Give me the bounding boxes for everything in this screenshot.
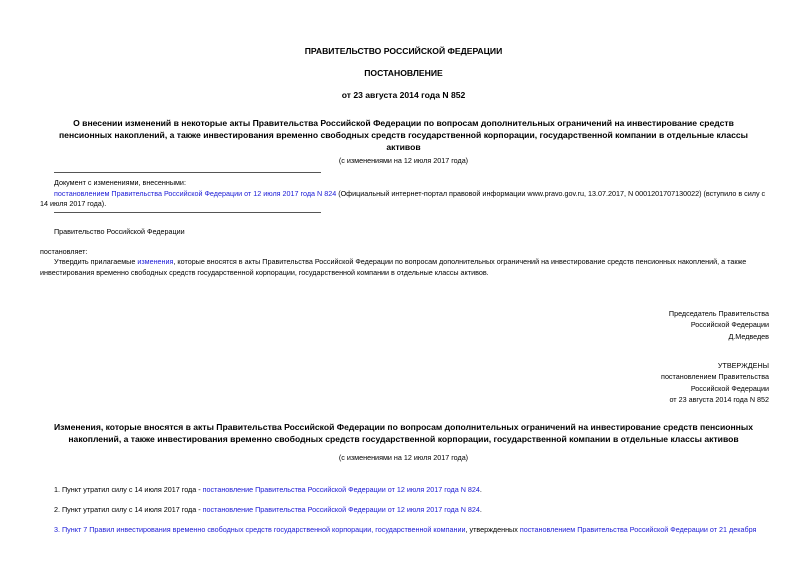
item-middle: , утвержденных [465,525,520,534]
approved-heading: УТВЕРЖДЕНЫ [717,361,769,370]
divider-bottom [54,212,321,213]
amendment-link[interactable]: постановлением Правительства Российской Федерации от 12 июля 2017 года N 824 [54,188,337,198]
item-link[interactable]: постановление Правительства Российской Федерации от 12 июля 2017 года N 824 [202,485,480,494]
changes-title-line: накоплений, а также инвестирования временно свободных средств государственной корпорации, государственной компании в отдельные классы активов [68,434,739,444]
item-text: 2. Пункт утратил силу с 14 июля 2017 года - [54,505,203,514]
amended-note: (с изменениями на 12 июля 2017 года) [338,156,469,165]
title-line: активов [386,142,421,152]
doc-type-heading: ПОСТАНОВЛЕНИЕ [364,68,443,78]
approve-line-2: инвестирования временно свободных средств государственной корпорации, государственной компании в отдельные классы активов. [40,267,489,277]
changes-line-2: 14 июля 2017 года). [40,199,107,208]
changes-box [54,178,770,199]
changes-label: Документ с изменениями, внесенными: [54,178,186,187]
approved-by: постановлением Правительства [661,372,769,382]
approve-paragraph [40,257,769,278]
approve-rest: , которые вносятся в акты Правительства Российской Федерации по вопросам дополнительных ограничений на инвестирование средств пенсионных накоплений, а также [173,257,747,266]
approved-country: Российской Федерации [690,383,769,393]
item-tail: . [479,485,482,494]
signature-country: Российской Федерации [690,320,769,330]
item-tail: . [479,505,482,514]
divider-top [54,172,321,173]
signature-title: Председатель Правительства [668,309,769,318]
item-number: 3. [54,525,62,534]
item-link[interactable]: Пункт 7 Правил инвестирования временно свободных средств государственной корпорации, государственной компании [62,525,466,534]
changes-amended-note: (с изменениями на 12 июля 2017 года) [338,453,469,462]
document-title [30,117,777,153]
government-intro: Правительство Российской Федерации [54,227,185,236]
list-item [54,525,769,534]
list-item [54,485,482,494]
item-link[interactable]: постановлением Правительства Российской Федерации от 21 декабря [519,525,757,534]
item-text: 1. Пункт утратил силу с 14 июля 2017 года - [54,485,203,494]
list-item [54,505,482,514]
signature-block [669,308,769,342]
approved-date: от 23 августа 2014 года N 852 [669,394,769,404]
signature-name: Д.Медведев [728,331,769,341]
changes-title [30,421,777,445]
approve-prefix: Утвердить прилагаемые [54,257,138,266]
approved-block [661,360,769,405]
changes-title-line: Изменения, которые вносятся в акты Правительства Российской Федерации по вопросам дополнительных ограничений на инвестирование средств пенсионных [54,422,753,432]
amendment-details: (Официальный интернет-портал правовой информации www.pravo.gov.ru, 13.07.2017, N 0001201707130022) (вступило в силу с [336,188,766,198]
government-heading: ПРАВИТЕЛЬСТВО РОССИЙСКОЙ ФЕДЕРАЦИИ [304,46,503,56]
title-line: пенсионных накоплений, а также инвестирования временно свободных средств государственной корпорации, государственной компании в отдельные классы [58,130,748,140]
approve-line-1 [40,257,769,268]
changes-link[interactable]: изменения [137,257,174,266]
item-link[interactable]: постановление Правительства Российской Федерации от 12 июля 2017 года N 824 [202,505,480,514]
decrees-text: постановляет: [40,247,88,256]
date-number-heading: от 23 августа 2014 года N 852 [341,90,466,100]
title-line: О внесении изменений в некоторые акты Правительства Российской Федерации по вопросам дополнительных ограничений на инвестирование средств [73,118,734,128]
changes-line [54,189,770,200]
